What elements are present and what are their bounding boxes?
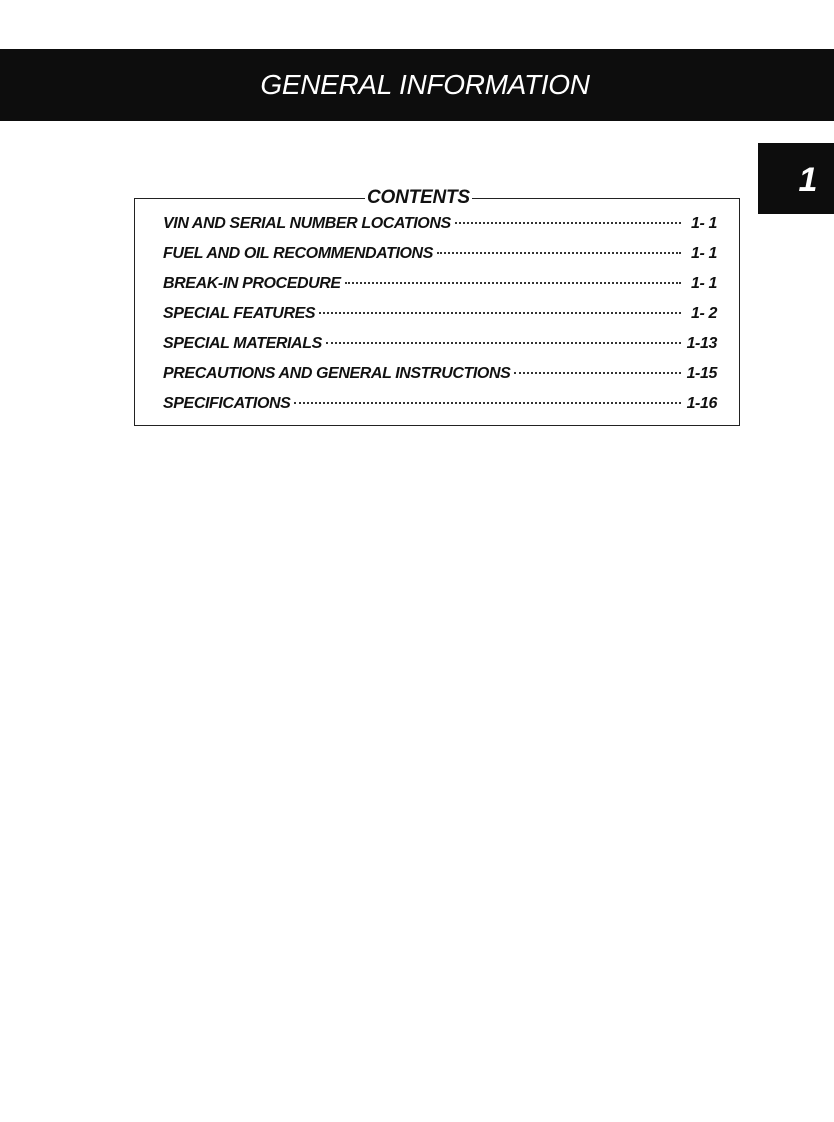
toc-leader-dots: [345, 282, 681, 284]
toc-item-page: 1- 1: [691, 275, 717, 292]
header-bar: [0, 49, 834, 121]
toc-leader-dots: [455, 222, 681, 224]
toc-item-page: 1-13: [686, 335, 717, 352]
toc-leader-dots: [437, 252, 681, 254]
toc-leader-dots: [294, 402, 681, 404]
toc-item-title: SPECIAL MATERIALS: [163, 335, 322, 352]
toc-item-page: 1- 1: [691, 245, 717, 262]
toc-item-title: FUEL AND OIL RECOMMENDATIONS: [163, 245, 433, 262]
toc-leader-dots: [319, 312, 681, 314]
toc-item-title: PRECAUTIONS AND GENERAL INSTRUCTIONS: [163, 365, 511, 382]
toc-item-page: 1-15: [686, 365, 717, 382]
toc-item-title: VIN AND SERIAL NUMBER LOCATIONS: [163, 215, 451, 232]
toc-item-page: 1-16: [686, 395, 717, 412]
contents-heading: CONTENTS: [367, 187, 470, 208]
toc-item-title: SPECIFICATIONS: [163, 395, 291, 412]
toc-item-special-materials[interactable]: [163, 335, 717, 365]
toc-item-fuel-oil[interactable]: [163, 245, 717, 275]
toc-item-vin-serial[interactable]: [163, 215, 717, 245]
page-title: GENERAL INFORMATION: [260, 69, 590, 100]
chapter-number: 1: [798, 161, 818, 199]
toc-item-precautions[interactable]: [163, 365, 717, 395]
toc-leader-dots: [514, 372, 681, 374]
contents-box: [134, 187, 740, 426]
toc-list: [163, 215, 717, 425]
chapter-tab: [758, 143, 834, 214]
toc-item-page: 1- 1: [691, 215, 717, 232]
toc-item-break-in[interactable]: [163, 275, 717, 305]
toc-item-title: SPECIAL FEATURES: [163, 305, 316, 322]
toc-item-page: 1- 2: [691, 305, 717, 322]
toc-leader-dots: [326, 342, 681, 344]
toc-item-specifications[interactable]: [163, 395, 717, 425]
toc-item-special-features[interactable]: [163, 305, 717, 335]
toc-item-title: BREAK-IN PROCEDURE: [163, 275, 341, 292]
